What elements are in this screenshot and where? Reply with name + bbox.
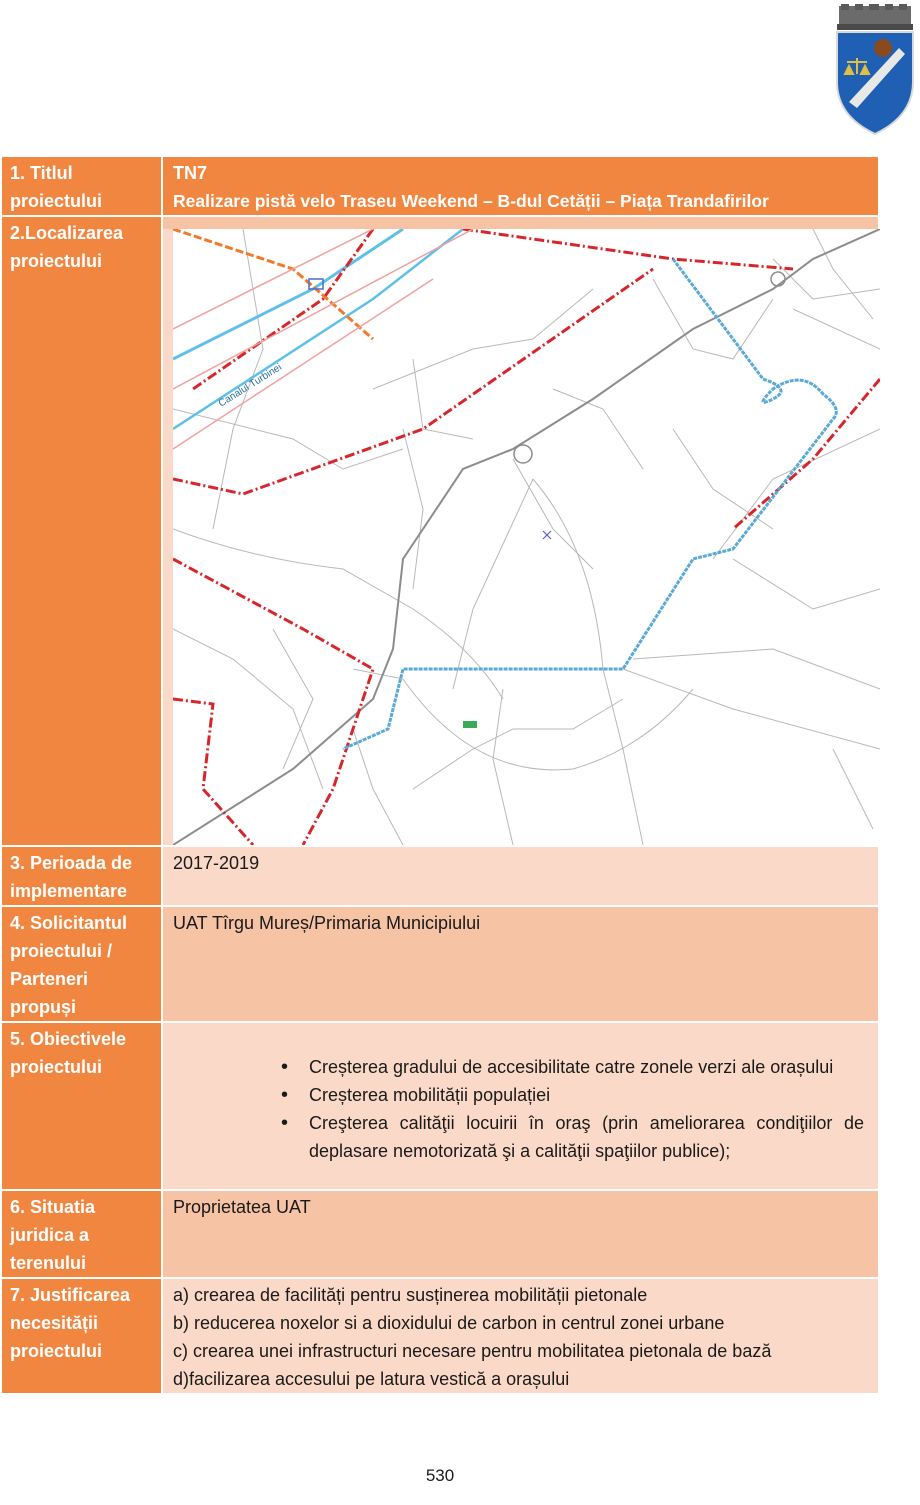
- row-situatia: [2, 1190, 878, 1278]
- label-situatia: 6. Situatia juridica a terenului: [2, 1190, 162, 1278]
- location-map: [173, 229, 880, 845]
- justification-line: d)facilizarea accesului pe latura vestică a orașului: [173, 1369, 570, 1389]
- street-network: [173, 229, 880, 845]
- value-situatia: Proprietatea UAT: [162, 1190, 878, 1278]
- row-localizare: [2, 216, 878, 846]
- river-mures: [173, 229, 403, 359]
- label-solicitant: 4. Solicitantul proiectului / Parteneri propuși: [2, 906, 162, 1022]
- value-perioada: 2017-2019: [162, 846, 878, 906]
- list-item: • Creșterea mobilității populației: [309, 1081, 864, 1109]
- value-titlu: [162, 157, 878, 216]
- project-code: TN7: [173, 163, 208, 183]
- main-road: [173, 229, 880, 845]
- label-perioada: 3. Perioada de implementare: [2, 846, 162, 906]
- project-title: Realizare pistă velo Traseu Weekend – B-dul Cetății – Piața Trandafirilor: [173, 191, 769, 211]
- label-justificare: 7. Justificarea necesității proiectului: [2, 1278, 162, 1393]
- value-justificare: [162, 1278, 878, 1393]
- row-solicitant: [2, 906, 878, 1022]
- objectives-list: [173, 1025, 872, 1165]
- justification-line: b) reducerea noxelor si a dioxidului de carbon in centrul zonei urbane: [173, 1313, 725, 1333]
- row-titlu: [2, 157, 878, 216]
- coat-of-arms-icon: [833, 4, 917, 136]
- marker-x-icon: [543, 531, 551, 539]
- label-titlu: 1. Titlul proiectului: [2, 157, 162, 216]
- page-number: 530: [425, 1466, 455, 1485]
- row-perioada: [2, 846, 878, 906]
- roundabout-icon: [771, 272, 785, 286]
- map-cell: [162, 216, 878, 846]
- justification-line: c) crearea unei infrastructuri necesare pentru mobilitatea pietonala de bază: [173, 1341, 772, 1361]
- map-label-canal: Canalul Turbinei: [216, 361, 284, 410]
- list-item: • Creşterea calităţii locuirii în oraş (prin ameliorarea condiţiilor de deplasare nemotorizată şi a calităţii spaţiilor publice);: [309, 1109, 864, 1165]
- green-marker-icon: [463, 721, 477, 728]
- label-localizare: 2.Localizarea proiectului: [2, 216, 162, 846]
- bike-route: [343, 259, 836, 749]
- canal-turbinei: [173, 229, 463, 429]
- row-justificare: [2, 1278, 878, 1393]
- value-obiective: [162, 1022, 878, 1190]
- roundabout-icon: [514, 445, 532, 463]
- label-obiective: 5. Obiectivele proiectului: [2, 1022, 162, 1190]
- justification-line: a) crearea de facilități pentru susținerea mobilității pietonale: [173, 1285, 648, 1305]
- value-solicitant: UAT Tîrgu Mureș/Primaria Municipiului: [162, 906, 878, 1022]
- boundary-lines: [173, 229, 880, 845]
- list-item: • Creșterea gradului de accesibilitate catre zonele verzi ale orașului: [309, 1053, 864, 1081]
- project-sheet-table: [2, 157, 878, 1393]
- row-obiective: [2, 1022, 878, 1190]
- orange-route: [173, 229, 373, 339]
- pink-lines: [173, 229, 473, 449]
